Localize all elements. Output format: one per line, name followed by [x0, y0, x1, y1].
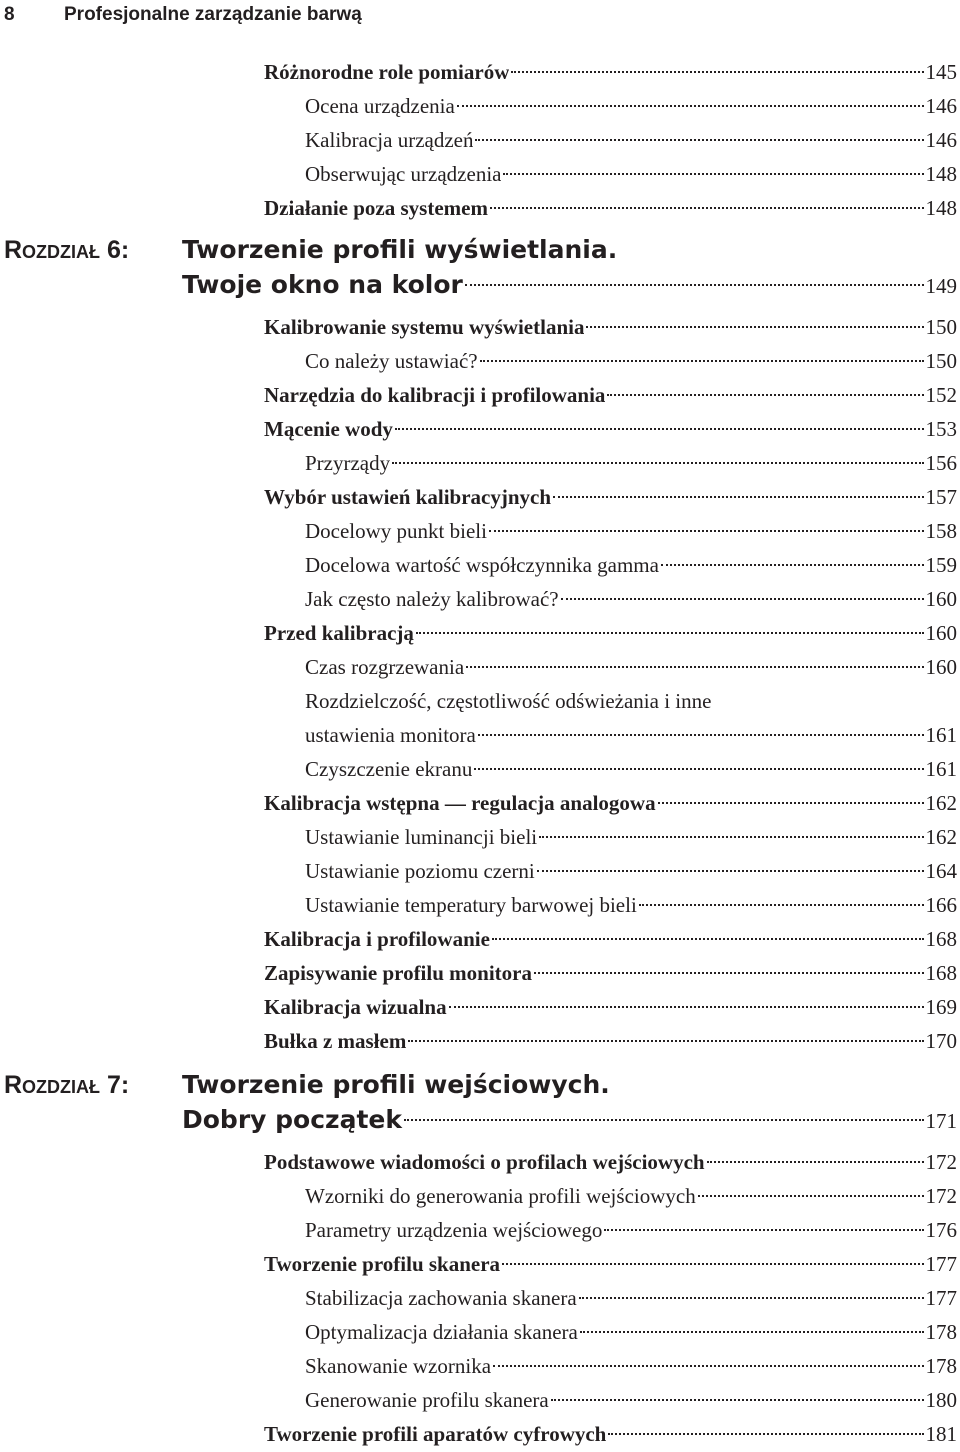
toc-entry-title: Rozdzielczość, częstotliwość odświeżania i inne: [305, 689, 712, 713]
chapter-page: 149: [925, 274, 957, 298]
dot-leader: [551, 1399, 924, 1401]
toc-entry-title: Skanowanie wzornika: [305, 1354, 492, 1378]
toc-entry-title: Ustawianie poziomu czerni: [305, 859, 535, 883]
dot-leader: [707, 1161, 924, 1163]
dot-leader: [561, 598, 924, 600]
toc-entry-page: 150: [925, 349, 957, 373]
toc-entry-page: 172: [925, 1184, 957, 1208]
chapter-7-label: Rozdział 7:: [4, 1071, 130, 1099]
dot-leader: [502, 1263, 923, 1265]
toc-entry: [305, 89, 957, 123]
dot-leader: [489, 530, 924, 532]
chapter-6-title-line-1: [182, 232, 957, 268]
toc-entry-page: 158: [925, 519, 957, 543]
toc-entry: [264, 616, 957, 650]
toc-entry: [264, 310, 957, 344]
toc-entry-title: Parametry urządzenia wejściowego: [305, 1218, 603, 1242]
toc-entry-page: 178: [925, 1320, 957, 1344]
toc-entry-page: 161: [925, 723, 957, 747]
dot-leader: [586, 326, 923, 328]
dot-leader: [698, 1195, 924, 1197]
toc-entry: [305, 888, 957, 922]
toc-entry-title: Działanie poza systemem: [264, 196, 488, 220]
toc-entry-title: Kalibrowanie systemu wyświetlania: [264, 315, 585, 339]
toc-entry-title: Kalibracja urządzeń: [305, 128, 474, 152]
toc-entry-page: 166: [925, 893, 957, 917]
toc-entry-page: 160: [925, 655, 957, 679]
dot-leader: [534, 972, 924, 974]
toc-entry: [305, 446, 957, 480]
dot-leader: [639, 904, 924, 906]
toc-entry-title: Podstawowe wiadomości o profilach wejściowych: [264, 1150, 705, 1174]
toc-entry: [305, 752, 957, 786]
toc-entry-page: 156: [925, 451, 957, 475]
toc-entry: [305, 1281, 957, 1315]
dot-leader: [465, 284, 924, 286]
toc-entry: [305, 514, 957, 548]
toc-entry-page: 178: [925, 1354, 957, 1378]
dot-leader: [466, 666, 923, 668]
chapter-title: Tworzenie profili wejściowych.: [182, 1070, 610, 1099]
dot-leader: [449, 1006, 924, 1008]
dot-leader: [395, 428, 924, 430]
dot-leader: [490, 207, 924, 209]
toc-entry: [305, 123, 957, 157]
toc-entry: [264, 412, 957, 446]
toc-entry-title: Obserwując urządzenia: [305, 162, 502, 186]
dot-leader: [493, 1365, 923, 1367]
toc-entry-title: Zapisywanie profilu monitora: [264, 961, 532, 985]
toc-entry-page: 150: [925, 315, 957, 339]
toc-entry-page: 148: [925, 196, 957, 220]
chapter-page: 171: [925, 1109, 957, 1133]
toc-entry-page: 146: [925, 94, 957, 118]
toc-entry-title: Czyszczenie ekranu: [305, 757, 473, 781]
toc-entry-title: Przed kalibracją: [264, 621, 414, 645]
toc-entry-page: 164: [925, 859, 957, 883]
toc-entry-title: Mącenie wody: [264, 417, 393, 441]
toc-entry-page: 168: [925, 927, 957, 951]
toc-entry-title: Stabilizacja zachowania skanera: [305, 1286, 577, 1310]
book-title: Profesjonalne zarządzanie barwą: [64, 4, 362, 25]
dot-leader: [580, 1331, 924, 1333]
toc-entry-page: 177: [925, 1286, 957, 1310]
dot-leader: [607, 394, 923, 396]
toc-entry: [264, 990, 957, 1024]
dot-leader: [408, 1040, 923, 1042]
toc-entry: [305, 650, 957, 684]
toc-entry-page: 152: [925, 383, 957, 407]
toc-entry-title: Wzorniki do generowania profili wejściowych: [305, 1184, 696, 1208]
toc-entry-page: 161: [925, 757, 957, 781]
toc-entry-page: 145: [925, 60, 957, 84]
running-header: [4, 2, 362, 28]
toc-entry-title: Czas rozgrzewania: [305, 655, 465, 679]
chapter-7-title-line-1: [182, 1067, 957, 1103]
dot-leader: [416, 632, 924, 634]
toc-entry-title: Tworzenie profilu skanera: [264, 1252, 501, 1276]
toc-entry: [264, 1417, 957, 1451]
toc-entry: [305, 1349, 957, 1383]
dot-leader: [492, 938, 924, 940]
toc-entry: [264, 1145, 957, 1179]
toc-entry: [264, 786, 957, 820]
toc-entry: [264, 378, 957, 412]
toc-entry: [305, 582, 957, 616]
toc-entry-title: Wybór ustawień kalibracyjnych: [264, 485, 552, 509]
dot-leader: [478, 734, 924, 736]
toc-entry-title: Co należy ustawiać?: [305, 349, 478, 373]
dot-leader: [392, 462, 923, 464]
page-number: 8: [4, 4, 15, 25]
toc-entry-page: 177: [925, 1252, 957, 1276]
dot-leader: [503, 173, 923, 175]
chapter-title: Dobry początek: [182, 1105, 402, 1134]
toc-entry: [264, 55, 957, 89]
dot-leader: [658, 802, 924, 804]
toc-entry-page: 170: [925, 1029, 957, 1053]
toc-entry-title: ustawienia monitora: [305, 723, 476, 747]
toc-entry-title: Docelowy punkt bieli: [305, 519, 487, 543]
dot-leader: [475, 139, 923, 141]
toc-entry-title: Kalibracja i profilowanie: [264, 927, 490, 951]
dot-leader: [474, 768, 923, 770]
toc-entry-page: 160: [925, 587, 957, 611]
toc-entry-title: Narzędzia do kalibracji i profilowania: [264, 383, 606, 407]
chapter-title: Tworzenie profili wyświetlania.: [182, 235, 618, 264]
toc-entry-page: 160: [925, 621, 957, 645]
toc-entry: [305, 1315, 957, 1349]
toc-entry: [264, 1024, 957, 1058]
dot-leader: [579, 1297, 924, 1299]
dot-leader: [404, 1119, 924, 1121]
dot-leader: [457, 105, 924, 107]
toc-entry: [305, 1383, 957, 1417]
toc-entry-page: 180: [925, 1388, 957, 1412]
toc-entry-title: Ustawianie luminancji bieli: [305, 825, 538, 849]
toc-entry: [305, 684, 957, 718]
chapter-6-label: Rozdział 6:: [4, 236, 130, 264]
dot-leader: [604, 1229, 923, 1231]
dot-leader: [608, 1433, 923, 1435]
chapter-7-title-line-2: [182, 1102, 957, 1138]
chapter-title: Twoje okno na kolor: [182, 270, 463, 299]
toc-entry-title: Kalibracja wstępna — regulacja analogowa: [264, 791, 656, 815]
toc-entry: [305, 157, 957, 191]
toc-entry: [305, 1213, 957, 1247]
toc-entry: [264, 1247, 957, 1281]
toc-entry-title: Jak często należy kalibrować?: [305, 587, 559, 611]
toc-entry-page: 146: [925, 128, 957, 152]
toc-entry-title: Generowanie profilu skanera: [305, 1388, 549, 1412]
dot-leader: [511, 71, 923, 73]
dot-leader: [553, 496, 923, 498]
toc-entry-title: Bułka z masłem: [264, 1029, 407, 1053]
toc-entry-page: 162: [925, 791, 957, 815]
toc-entry-page: 168: [925, 961, 957, 985]
toc-entry-title: Optymalizacja działania skanera: [305, 1320, 578, 1344]
toc-entry-title: Różnorodne role pomiarów: [264, 60, 510, 84]
toc-entry-page: 153: [925, 417, 957, 441]
dot-leader: [537, 870, 924, 872]
toc-entry-page: 157: [925, 485, 957, 509]
toc-entry-title: Docelowa wartość współczynnika gamma: [305, 553, 659, 577]
toc-entry-page: 169: [925, 995, 957, 1019]
dot-leader: [480, 360, 924, 362]
toc-entry-page: 159: [925, 553, 957, 577]
toc-entry-title: Ocena urządzenia: [305, 94, 455, 118]
toc-entry-page: 176: [925, 1218, 957, 1242]
toc-entry: [305, 548, 957, 582]
toc-entry-title: Przyrządy: [305, 451, 391, 475]
toc-entry: [305, 820, 957, 854]
toc-entry: [264, 956, 957, 990]
toc-entry: [264, 480, 957, 514]
toc-entry-page: 162: [925, 825, 957, 849]
toc-entry: [264, 922, 957, 956]
toc-entry-title: Ustawianie temperatury barwowej bieli: [305, 893, 637, 917]
toc-entry: [305, 718, 957, 752]
toc-entry-title: Kalibracja wizualna: [264, 995, 447, 1019]
toc-entry: [305, 344, 957, 378]
toc-entry-page: 148: [925, 162, 957, 186]
toc-entry: [264, 191, 957, 225]
dot-leader: [539, 836, 923, 838]
chapter-6-title-line-2: [182, 267, 957, 303]
toc-entry-page: 181: [925, 1422, 957, 1446]
toc-entry-title: Tworzenie profili aparatów cyfrowych: [264, 1422, 607, 1446]
dot-leader: [661, 564, 924, 566]
toc-entry: [305, 1179, 957, 1213]
toc-entry-page: 172: [925, 1150, 957, 1174]
toc-entry: [305, 854, 957, 888]
